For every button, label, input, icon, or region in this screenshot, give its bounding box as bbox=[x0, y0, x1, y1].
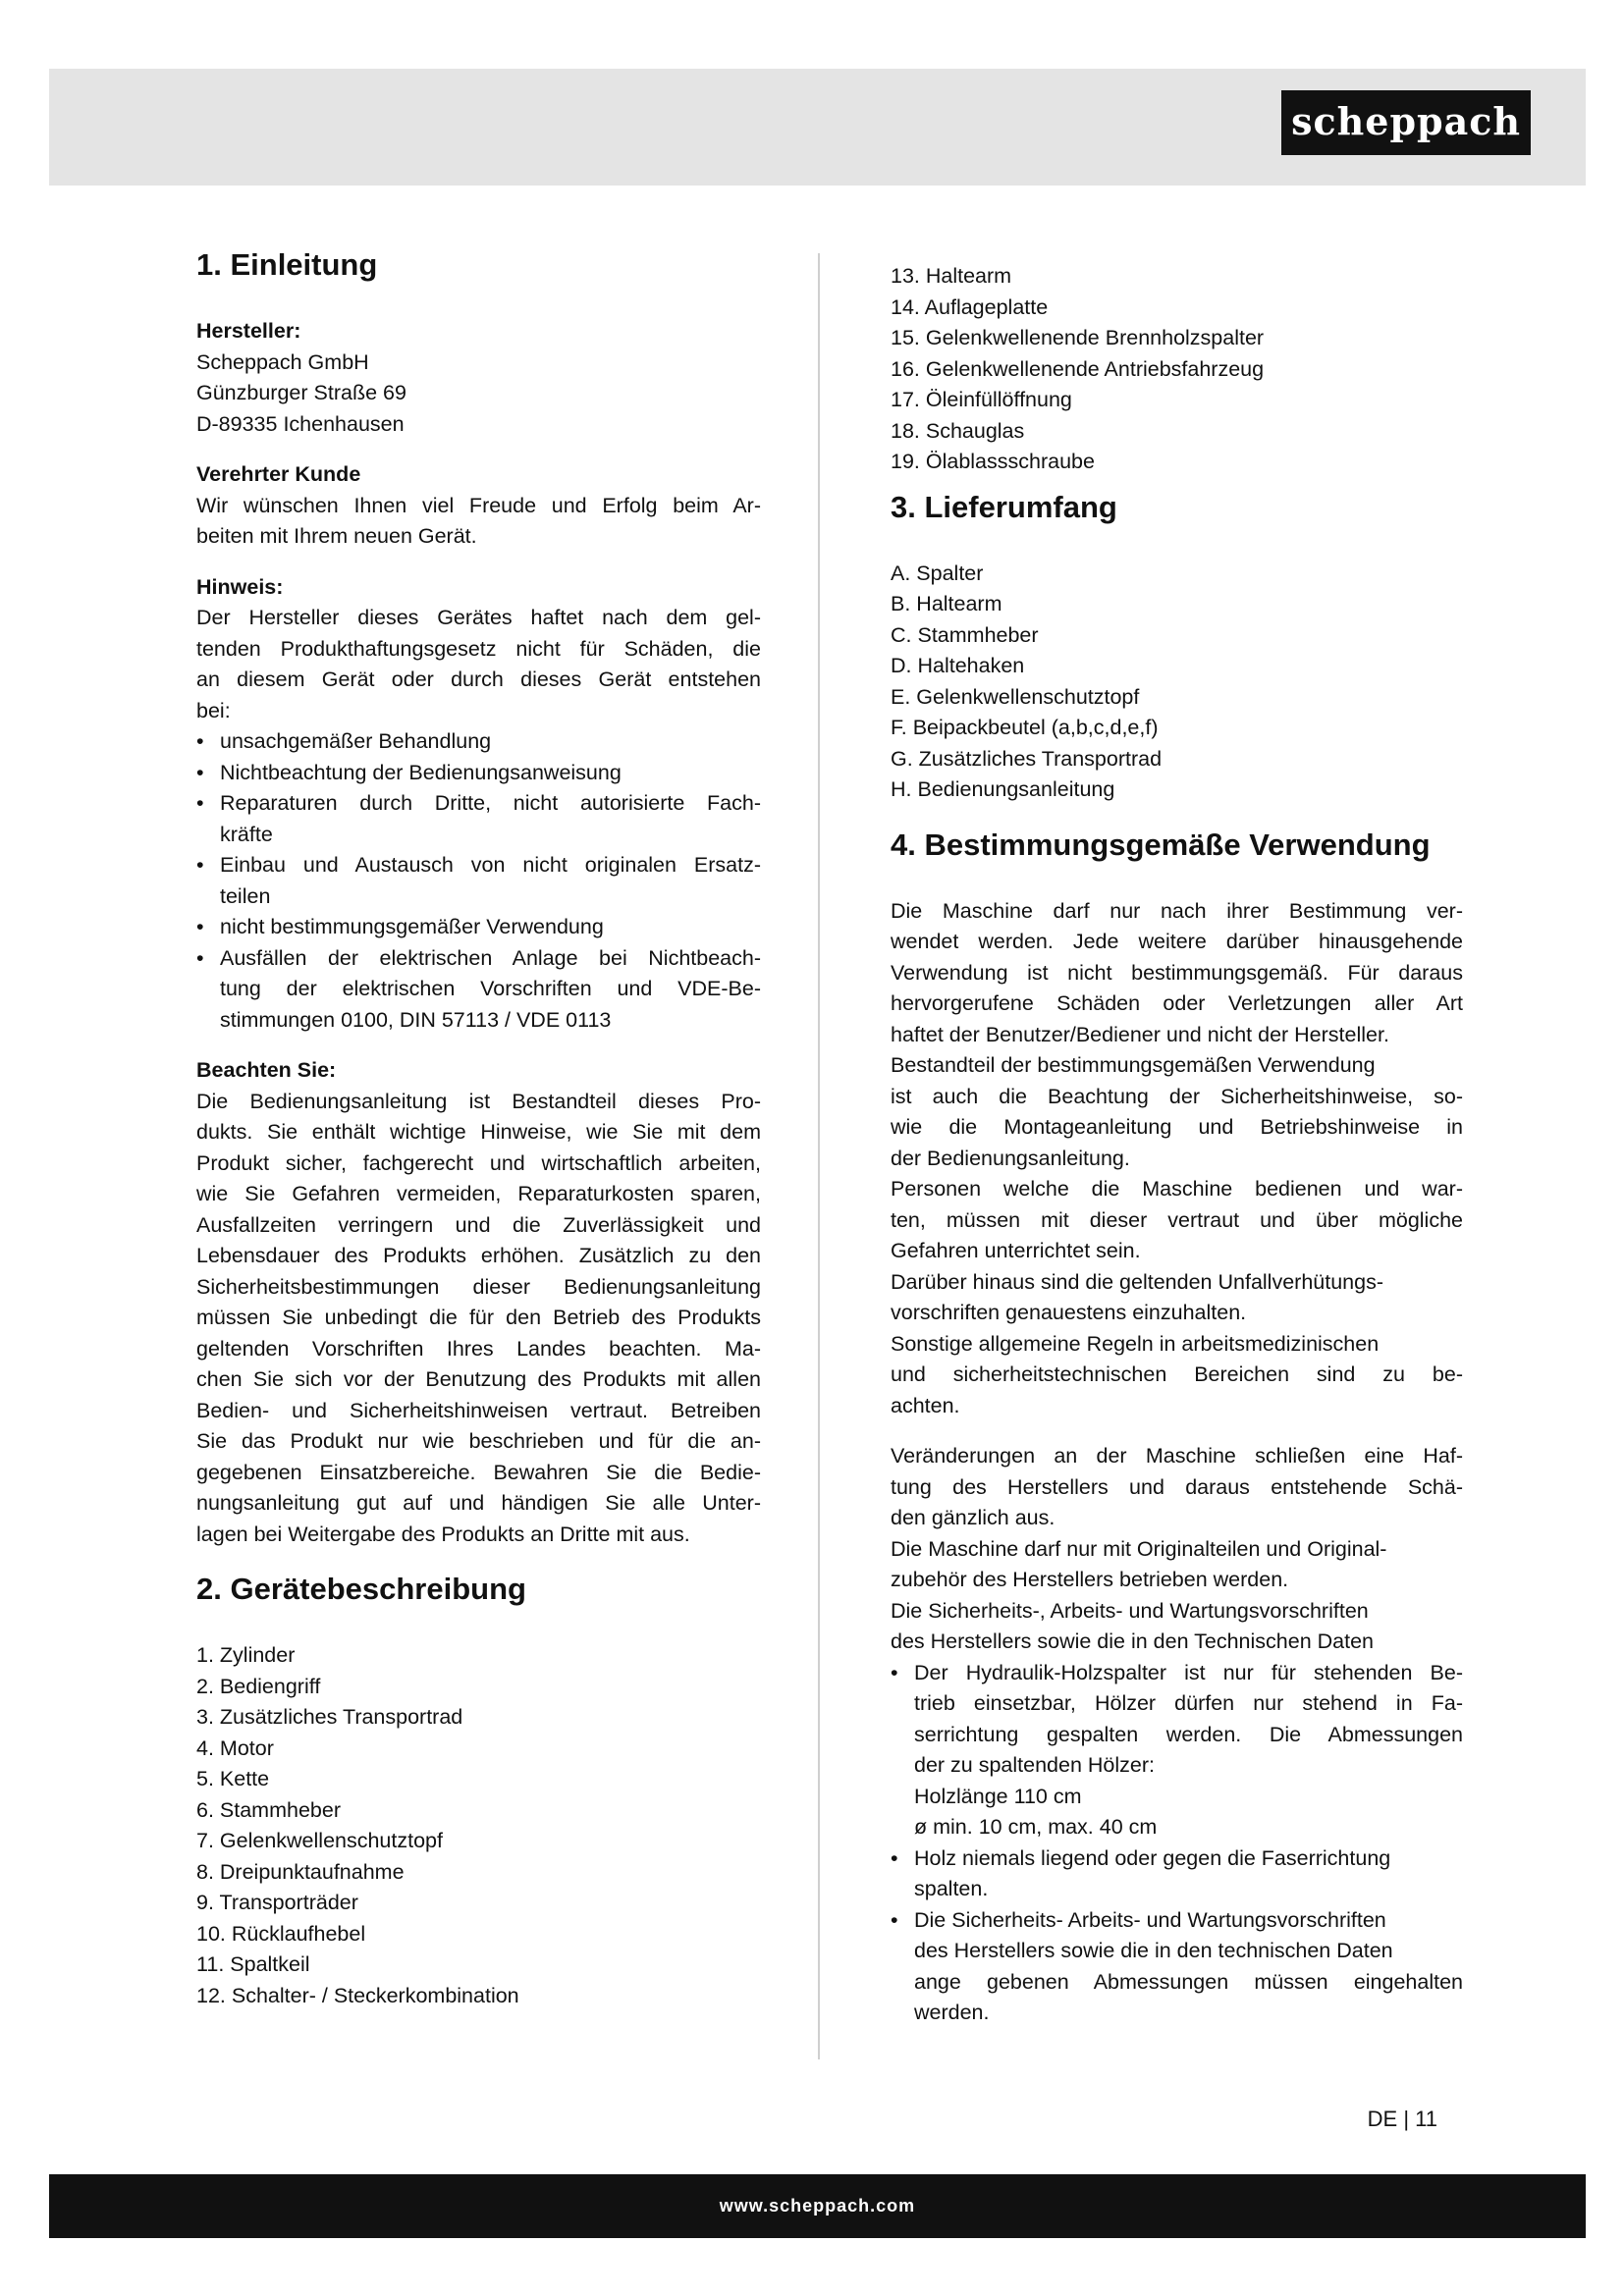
text-line: Ausfallzeiten verringern und die Zuverlässigkeit und bbox=[196, 1212, 761, 1237]
list-item: 19. Ölablassschraube bbox=[891, 450, 1095, 473]
text-line: wendet werden. Jede weitere darüber hinausgehende bbox=[891, 930, 1463, 953]
list-item: 8. Dreipunktaufnahme bbox=[196, 1859, 405, 1884]
text-line: dukts. Sie enthält wichtige Hinweise, wie Sie mit dem bbox=[196, 1120, 761, 1144]
text-line: D-89335 Ichenhausen bbox=[196, 411, 405, 436]
list-item: 17. Öleinfüllöffnung bbox=[891, 388, 1072, 411]
text-line: müssen Sie unbedingt die für den Betrieb des Produkts bbox=[196, 1306, 761, 1329]
header-bar bbox=[49, 69, 1586, 186]
list-item: A. Spalter bbox=[891, 561, 984, 585]
text-line: Personen welche die Maschine bedienen und war- bbox=[891, 1177, 1463, 1201]
text-line: vorschriften genauestens einzuhalten. bbox=[891, 1301, 1247, 1324]
list-item: D. Haltehaken bbox=[891, 654, 1025, 677]
list-item: 18. Schauglas bbox=[891, 418, 1025, 443]
attention-paragraph bbox=[196, 1087, 761, 1551]
text-line: chen Sie sich vor der Benutzung des Produkts mit allen bbox=[196, 1367, 761, 1391]
note-label: Hinweis: bbox=[196, 574, 284, 599]
customer-label: Verehrter Kunde bbox=[196, 462, 361, 486]
list-item-cont: der zu spaltenden Hölzer: bbox=[914, 1753, 1156, 1777]
note-bullet-list bbox=[196, 726, 761, 1036]
list-item: 3. Zusätzliches Transportrad bbox=[196, 1705, 463, 1729]
text-line: Veränderungen an der Maschine schließen eine Haf- bbox=[891, 1444, 1463, 1468]
list-item: 10. Rücklaufhebel bbox=[196, 1921, 366, 1946]
text-line: achten. bbox=[891, 1393, 960, 1417]
list-item: • Die Sicherheits- Arbeits- und Wartungsvorschriften bbox=[891, 1905, 1463, 1937]
list-item: F. Beipackbeutel (a,b,c,d,e,f) bbox=[891, 716, 1159, 739]
list-item: 12. Schalter- / Steckerkombination bbox=[196, 1983, 519, 2007]
list-item: 1. Zylinder bbox=[196, 1643, 296, 1667]
list-item: H. Bedienungsanleitung bbox=[891, 777, 1115, 801]
list-item: 16. Gelenkwellenende Antriebsfahrzeug bbox=[891, 356, 1265, 381]
heading-einleitung: 1. Einleitung bbox=[196, 247, 378, 282]
text-line: Die Maschine darf nur nach ihrer Bestimmung ver- bbox=[891, 898, 1463, 923]
list-item: 7. Gelenkwellenschutztopf bbox=[196, 1829, 443, 1852]
list-item: • nicht bestimmungsgemäßer Verwendung bbox=[196, 912, 761, 943]
heading-bestimmungsgemaesse-verwendung: 4. Bestimmungsgemäße Verwendung bbox=[891, 827, 1431, 862]
text-line: nungsanleitung gut auf und händigen Sie alle Unter- bbox=[196, 1491, 761, 1515]
list-item: 13. Haltearm bbox=[891, 264, 1012, 288]
page-number: DE | 11 bbox=[1367, 2107, 1437, 2131]
list-item-cont: des Herstellers sowie die in den technischen Daten bbox=[914, 1939, 1393, 1962]
text-line: an diesem Gerät oder durch dieses Gerät entstehen bbox=[196, 667, 761, 691]
text-line: Die Bedienungsanleitung ist Bestandteil dieses Pro- bbox=[196, 1089, 761, 1113]
text-line: hervorgerufene Schäden oder Verletzungen aller Art bbox=[891, 991, 1463, 1015]
text-line: wie die Montageanleitung und Betriebshinweise in bbox=[891, 1115, 1463, 1139]
usage-paragraph-2 bbox=[891, 1441, 1463, 1658]
text-line: Sonstige allgemeine Regeln in arbeitsmedizinischen bbox=[891, 1331, 1380, 1356]
text-line: tung des Herstellers und daraus entstehende Schä- bbox=[891, 1474, 1463, 1499]
text-line: Darüber hinaus sind die geltenden Unfallverhütungs- bbox=[891, 1269, 1383, 1294]
text-line: Wir wünschen Ihnen viel Freude und Erfolg beim Ar- bbox=[196, 493, 761, 517]
list-item: • Reparaturen durch Dritte, nicht autorisierte Fach- bbox=[196, 788, 761, 820]
text-line: der Bedienungsanleitung. bbox=[891, 1146, 1130, 1170]
text-line: ten, müssen mit dieser vertraut und über mögliche bbox=[891, 1207, 1463, 1232]
column-divider bbox=[818, 253, 820, 2059]
list-item-cont: stimmungen 0100, DIN 57113 / VDE 0113 bbox=[220, 1007, 612, 1032]
text-line: den gänzlich aus. bbox=[891, 1506, 1056, 1529]
list-item-cont: tung der elektrischen Vorschriften und VDE-Be- bbox=[220, 977, 761, 1000]
list-item: G. Zusätzliches Transportrad bbox=[891, 746, 1163, 771]
list-item: 15. Gelenkwellenende Brennholzspalter bbox=[891, 326, 1265, 349]
list-item-cont: ange gebenen Abmessungen müssen eingehalten bbox=[914, 1969, 1463, 1994]
text-line: zubehör des Herstellers betrieben werden. bbox=[891, 1568, 1289, 1591]
text-line: Günzburger Straße 69 bbox=[196, 381, 406, 404]
list-item: 9. Transporträder bbox=[196, 1891, 358, 1914]
text-line: Scheppach GmbH bbox=[196, 349, 369, 374]
list-item-cont: trieb einsetzbar, Hölzer dürfen nur stehend in Fa- bbox=[914, 1691, 1463, 1715]
list-item: • Ausfällen der elektrischen Anlage bei Nichtbeach- bbox=[196, 943, 761, 975]
heading-geraetebeschreibung: 2. Gerätebeschreibung bbox=[196, 1572, 526, 1606]
list-item: 5. Kette bbox=[196, 1767, 270, 1790]
usage-paragraph-1 bbox=[891, 896, 1463, 1422]
list-item-cont: ø min. 10 cm, max. 40 cm bbox=[914, 1815, 1158, 1839]
list-item-cont: serrichtung gespalten werden. Die Abmessungen bbox=[914, 1722, 1463, 1746]
list-item: 14. Auflageplatte bbox=[891, 294, 1049, 319]
text-line: und sicherheitstechnischen Bereichen sind zu be- bbox=[891, 1362, 1463, 1386]
parts-list-continued bbox=[891, 261, 1463, 478]
text-line: des Herstellers sowie die in den Technischen Daten bbox=[891, 1629, 1374, 1653]
list-item: C. Stammheber bbox=[891, 622, 1039, 647]
text-line: Bedien- und Sicherheitshinweisen vertraut. Betreiben bbox=[196, 1398, 761, 1422]
left-column bbox=[196, 245, 761, 2011]
delivery-list bbox=[891, 559, 1463, 806]
text-line: bei: bbox=[196, 698, 231, 722]
footer-bar bbox=[49, 2174, 1586, 2238]
attention-label: Beachten Sie: bbox=[196, 1058, 337, 1082]
text-line: Sie das Produkt nur wie beschrieben und für die an- bbox=[196, 1429, 761, 1453]
scheppach-logo: scheppach bbox=[1281, 90, 1531, 155]
list-item: E. Gelenkwellenschutztopf bbox=[891, 684, 1140, 709]
list-item-cont: Holzlänge 110 cm bbox=[914, 1784, 1082, 1808]
text-line: lagen bei Weitergabe des Produkts an Dritte mit aus. bbox=[196, 1522, 690, 1546]
list-item: • Holz niemals liegend oder gegen die Faserrichtung bbox=[891, 1843, 1463, 1875]
parts-list bbox=[196, 1640, 761, 2011]
list-item: • Einbau und Austausch von nicht originalen Ersatz- bbox=[196, 850, 761, 881]
text-line: tenden Produkthaftungsgesetz nicht für Schäden, die bbox=[196, 636, 761, 661]
list-item: 2. Bediengriff bbox=[196, 1674, 321, 1698]
usage-bullet-list bbox=[891, 1658, 1463, 2029]
text-line: haftet der Benutzer/Bediener und nicht der Hersteller. bbox=[891, 1022, 1389, 1046]
manufacturer-block bbox=[196, 347, 761, 441]
text-line: Gefahren unterrichtet sein. bbox=[891, 1239, 1141, 1262]
list-item-cont: kräfte bbox=[220, 822, 273, 846]
text-line: Produkt sicher, fachgerecht und wirtschaftlich arbeiten, bbox=[196, 1150, 761, 1175]
text-line: Die Maschine darf nur mit Originalteilen und Original- bbox=[891, 1536, 1387, 1561]
heading-lieferumfang: 3. Lieferumfang bbox=[891, 489, 1117, 524]
list-item: • Der Hydraulik-Holzspalter ist nur für stehenden Be- bbox=[891, 1658, 1463, 1689]
text-line: Der Hersteller dieses Gerätes haftet nach dem gel- bbox=[196, 606, 761, 629]
text-line: beiten mit Ihrem neuen Gerät. bbox=[196, 524, 477, 548]
list-item: 11. Spaltkeil bbox=[196, 1952, 310, 1976]
list-item-cont: werden. bbox=[914, 2001, 990, 2024]
list-item: • Nichtbeachtung der Bedienungsanweisung bbox=[196, 758, 761, 789]
text-line: wie Sie Gefahren vermeiden, Reparaturkosten sparen, bbox=[196, 1182, 761, 1205]
list-item: 4. Motor bbox=[196, 1735, 274, 1760]
list-item: B. Haltearm bbox=[891, 592, 1002, 615]
text-line: gegebenen Einsatzbereiche. Bewahren Sie die Bedie- bbox=[196, 1460, 761, 1484]
text-line: Verwendung ist nicht bestimmungsgemäß. Für daraus bbox=[891, 960, 1463, 985]
text-line: geltenden Vorschriften Ihres Landes beachten. Ma- bbox=[196, 1336, 761, 1361]
list-item-cont: teilen bbox=[220, 883, 271, 908]
manufacturer-label: Hersteller: bbox=[196, 319, 301, 343]
text-line: Lebensdauer des Produkts erhöhen. Zusätzlich zu den bbox=[196, 1244, 761, 1267]
text-line: Die Sicherheits-, Arbeits- und Wartungsvorschriften bbox=[891, 1598, 1369, 1623]
text-line: ist auch die Beachtung der Sicherheitshinweise, so- bbox=[891, 1084, 1463, 1108]
right-column bbox=[891, 261, 1463, 2029]
text-line: Bestandteil der bestimmungsgemäßen Verwendung bbox=[891, 1053, 1376, 1077]
list-item: 6. Stammheber bbox=[196, 1797, 341, 1822]
text-line: Sicherheitsbestimmungen dieser Bedienungsanleitung bbox=[196, 1274, 761, 1299]
list-item: • unsachgemäßer Behandlung bbox=[196, 726, 761, 758]
list-item-cont: spalten. bbox=[914, 1877, 989, 1900]
website-url: www.scheppach.com bbox=[719, 2196, 916, 2216]
